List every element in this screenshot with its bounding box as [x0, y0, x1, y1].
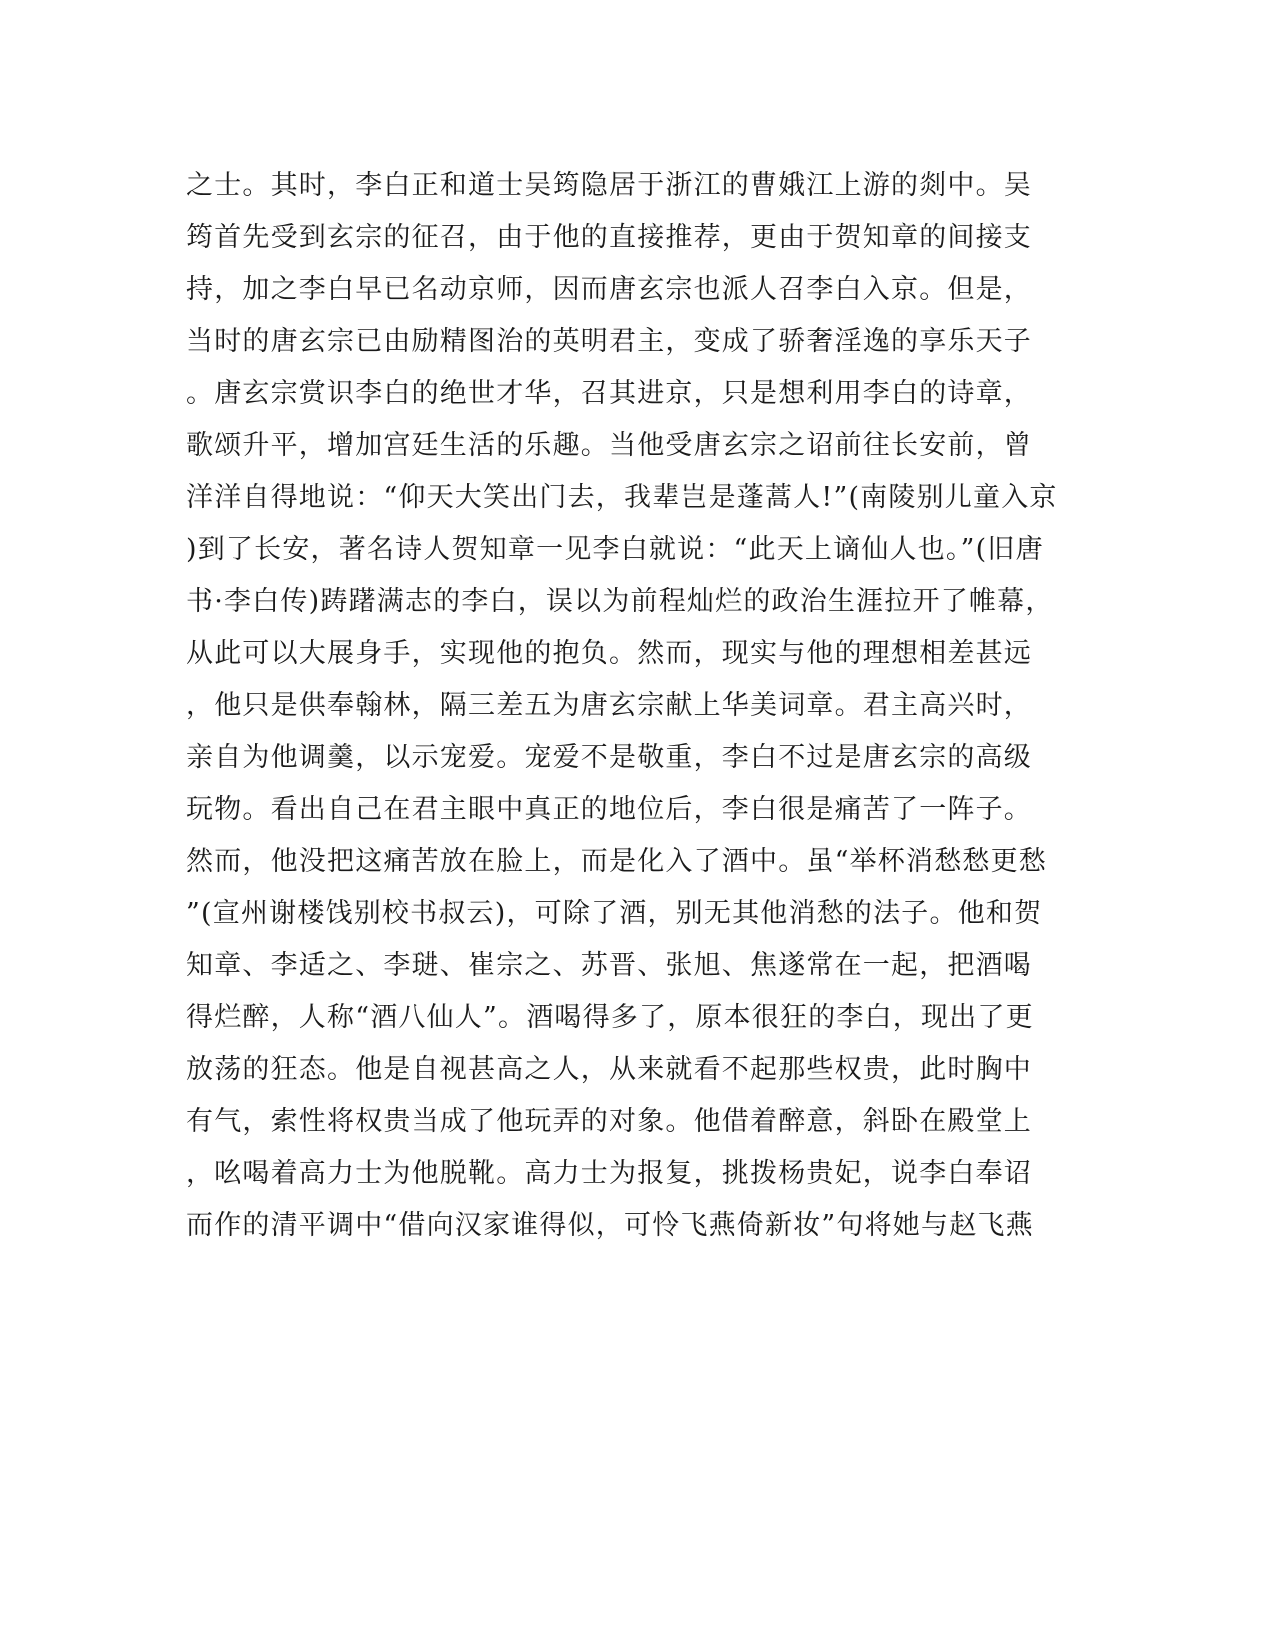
- text-line: 筠首先受到玄宗的征召，由于他的直接推荐，更由于贺知章的间接支: [186, 222, 1032, 253]
- body-text: [186, 160, 1066, 1252]
- text-line: 得烂醉，人称“酒八仙人”。酒喝得多了，原本很狂的李白，现出了更: [186, 1002, 1034, 1033]
- text-line: 洋洋自得地说：“仰天大笑出门去，我辈岂是蓬蒿人!”(南陵别儿童入京: [186, 482, 1058, 513]
- text-line: 玩物。看出自己在君主眼中真正的地位后，李白很是痛苦了一阵子。: [186, 794, 1032, 825]
- text-line: ”(宣州谢楼饯别校书叔云)，可除了酒，别无其他消愁的法子。他和贺: [186, 898, 1043, 929]
- text-line: ，他只是供奉翰林，隔三差五为唐玄宗献上华美词章。君主高兴时，: [186, 690, 1032, 721]
- text-line: 从此可以大展身手，实现他的抱负。然而，现实与他的理想相差甚远: [186, 638, 1032, 669]
- text-line: )到了长安，著名诗人贺知章一见李白就说：“此天上谪仙人也。”(旧唐: [186, 534, 1044, 565]
- text-line: 当时的唐玄宗已由励精图治的英明君主，变成了骄奢淫逸的享乐天子: [186, 326, 1032, 357]
- text-line: 有气，索性将权贵当成了他玩弄的对象。他借着醉意，斜卧在殿堂上: [186, 1106, 1032, 1137]
- text-line: 歌颂升平，增加宫廷生活的乐趣。当他受唐玄宗之诏前往长安前，曾: [186, 430, 1032, 461]
- text-line: 而作的清平调中“借向汉家谁得似，可怜飞燕倚新妆”句将她与赵飞燕: [186, 1210, 1034, 1241]
- text-line: 书·李白传)踌躇满志的李白，误以为前程灿烂的政治生涯拉开了帷幕，: [186, 586, 1054, 617]
- text-line: 之士。其时，李白正和道士吴筠隐居于浙江的曹娥江上游的剡中。吴: [186, 170, 1032, 201]
- text-line: 放荡的狂态。他是自视甚高之人，从来就看不起那些权贵，此时胸中: [186, 1054, 1032, 1085]
- text-line: 然而，他没把这痛苦放在脸上，而是化入了酒中。虽“举杯消愁愁更愁: [186, 846, 1048, 877]
- text-line: 亲自为他调羹，以示宠爱。宠爱不是敬重，李白不过是唐玄宗的高级: [186, 742, 1032, 773]
- text-line: ，吆喝着高力士为他脱靴。高力士为报复，挑拨杨贵妃，说李白奉诏: [186, 1158, 1032, 1189]
- text-line: 持，加之李白早已名动京师，因而唐玄宗也派人召李白入京。但是，: [186, 274, 1032, 305]
- text-line: 。唐玄宗赏识李白的绝世才华，召其进京，只是想利用李白的诗章，: [186, 378, 1032, 409]
- text-line: 知章、李适之、李琎、崔宗之、苏晋、张旭、焦遂常在一起，把酒喝: [186, 950, 1032, 981]
